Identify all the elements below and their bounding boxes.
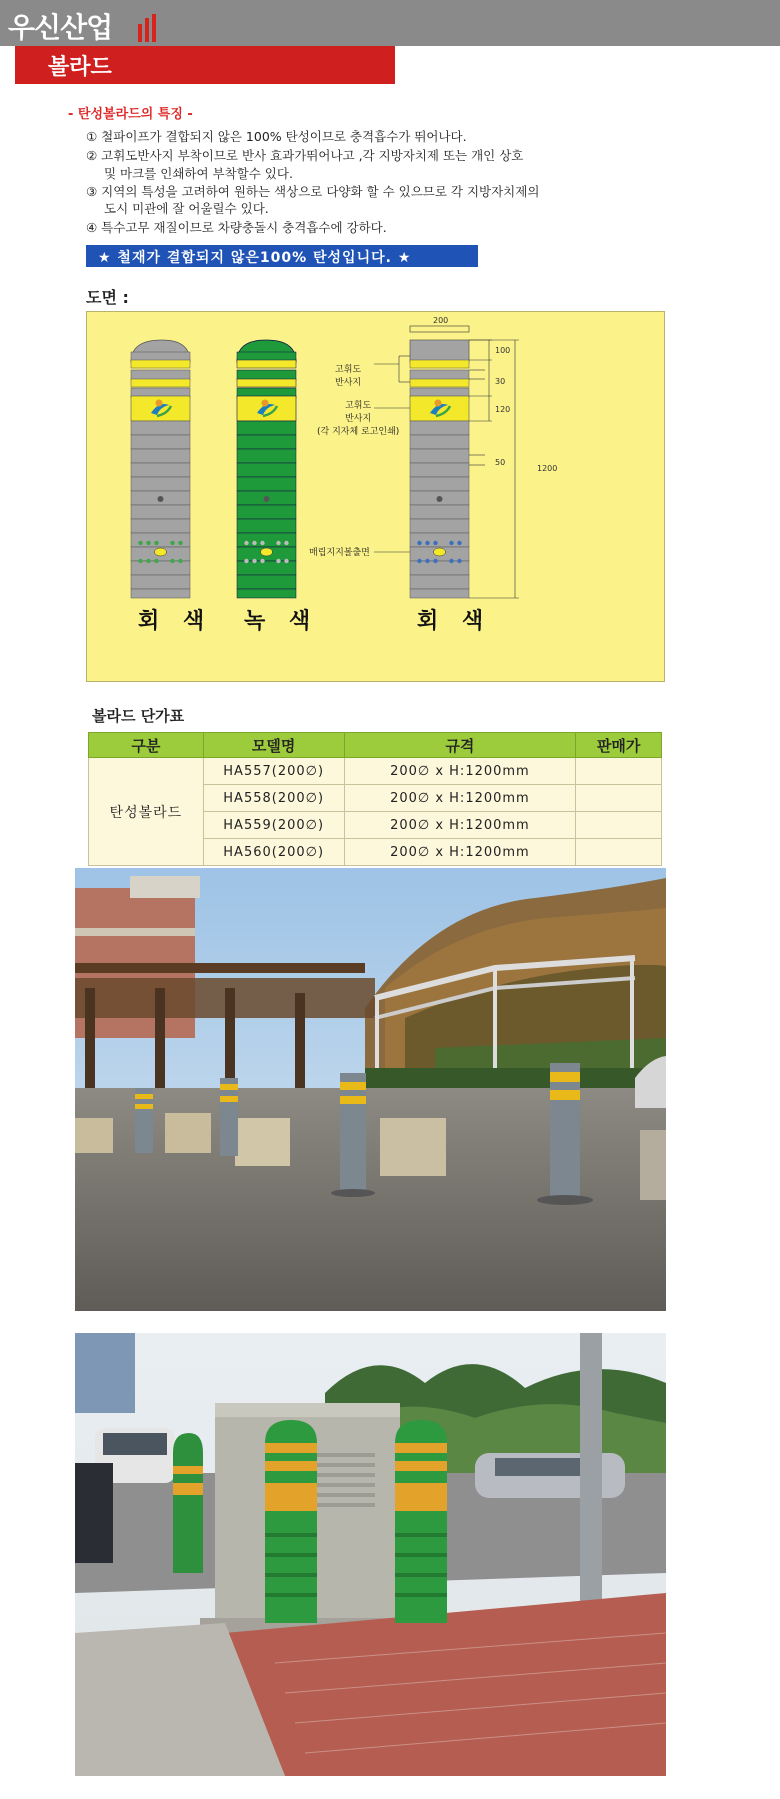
photo-parking-bollards — [75, 868, 666, 1311]
caption-grey: 회 색 — [138, 609, 213, 634]
spec-cell: 200∅ x H:1200mm — [344, 812, 576, 839]
price-cell — [576, 839, 662, 866]
feature-banner-text: ★ 철재가 결합되지 않은100% 탄성입니다. ★ — [98, 250, 412, 266]
note-line: 반사지 — [335, 378, 362, 388]
dim-stripe: 30 — [495, 377, 506, 386]
col-header: 모델명 — [203, 733, 344, 758]
spec-cell: 200∅ x H:1200mm — [344, 758, 576, 785]
feature-item: ② 고휘도반사지 부착이므로 반사 효과가뛰어나고 ,각 지방자치제 또는 개인 상호 — [86, 148, 524, 163]
brand-logo-icon — [138, 14, 160, 42]
dim-width: 200 — [433, 316, 449, 325]
feature-item-cont: 도시 미관에 잘 어울릴수 있다. — [104, 201, 269, 216]
caption-grey-dim: 회 색 — [417, 609, 492, 634]
drawing-label: 도면 : — [86, 288, 129, 307]
col-header: 판매가 — [576, 733, 662, 758]
price-cell — [576, 785, 662, 812]
bollard-green-illustration — [237, 340, 296, 421]
spec-cell: 200∅ x H:1200mm — [344, 839, 576, 866]
bollard-grey-dimension-illustration — [410, 340, 469, 421]
header-bar — [0, 0, 780, 46]
note-line: 반사지 — [345, 414, 372, 424]
feature-item: ③ 지역의 특성을 고려하여 원하는 색상으로 다양화 할 수 있으므로 각 지방자치제의 — [86, 184, 540, 199]
col-header: 규격 — [344, 733, 576, 758]
dim-top: 100 — [495, 346, 511, 355]
photo-green-bollards — [75, 1333, 666, 1776]
spec-cell: 200∅ x H:1200mm — [344, 785, 576, 812]
category-cell: 탄성볼라드 — [89, 758, 204, 866]
bollard-drawing — [86, 311, 665, 682]
col-header: 구분 — [89, 733, 204, 758]
logo-note — [317, 398, 399, 437]
dim-logo: 120 — [495, 405, 511, 414]
caption-green: 녹 색 — [244, 609, 319, 634]
section-title: 볼라드 — [48, 55, 112, 80]
price-cell — [576, 758, 662, 785]
feature-item: ① 철파이프가 결합되지 않은 100% 탄성이므로 충격흡수가 뛰어나다. — [86, 129, 467, 144]
features-title: - 탄성볼라드의 특징 - — [68, 107, 193, 122]
bollard-grey-illustration — [131, 340, 190, 421]
note-line: (각 지자체 로고인쇄) — [317, 427, 400, 437]
brand-name: 우신산업 — [8, 11, 113, 44]
table-row — [89, 758, 662, 785]
feature-item: ④ 특수고무 재질이므로 차량충돌시 충격흡수에 강하다. — [86, 220, 387, 235]
model-cell: HA559(200∅) — [203, 812, 344, 839]
price-cell — [576, 812, 662, 839]
note-line: 고휘도 — [335, 365, 362, 375]
price-table — [88, 732, 662, 866]
dim-height: 1200 — [537, 464, 558, 473]
note-line: 고휘도 — [345, 401, 372, 411]
feature-item-cont: 및 마크를 인쇄하여 부착할수 있다. — [104, 166, 293, 181]
model-cell: HA560(200∅) — [203, 839, 344, 866]
table-header-row — [89, 733, 662, 758]
anchor-note: 매립지지볼출면 — [309, 548, 370, 558]
dim-gap: 50 — [495, 458, 506, 467]
reflector-note — [335, 362, 361, 388]
model-cell: HA557(200∅) — [203, 758, 344, 785]
price-table-title: 볼라드 단가표 — [92, 707, 185, 725]
model-cell: HA558(200∅) — [203, 785, 344, 812]
